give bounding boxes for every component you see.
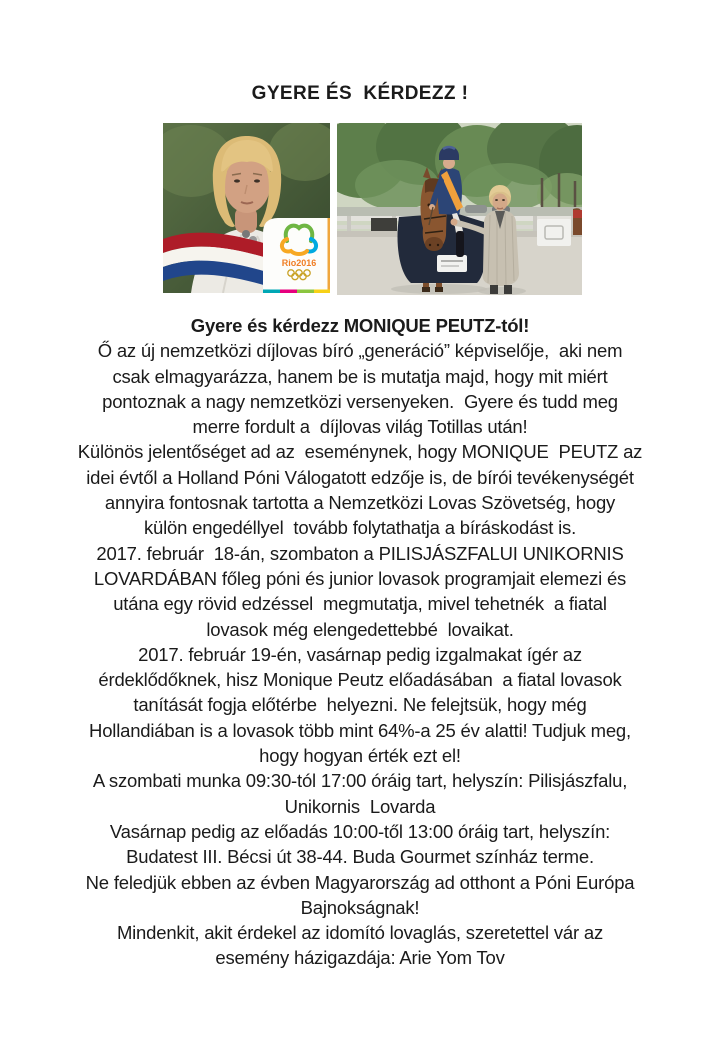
body-line: lovasok még elengedettebbé lovaikat.: [206, 618, 514, 640]
rio-2016-logo-text: Rio2016: [281, 258, 317, 268]
body-line: merre fordult a díjlovas világ Totillas után!: [192, 416, 528, 438]
body-line: utána egy rövid edzéssel megmutatja, mivel tehetnék a fiatal: [113, 593, 607, 615]
body-line: LOVARDÁBAN főleg póni és junior lovasok programjait elemezi és: [93, 567, 627, 589]
body-line: Hollandiában is a lovasok több mint 64%-a 25 év alatti! Tudjuk meg,: [89, 719, 631, 741]
body-line: Unikornis Lovarda: [284, 795, 436, 817]
body-line: Budatest III. Bécsi út 38-44. Buda Gourmet színház terme.: [126, 846, 594, 868]
subheading: Gyere és kérdezz MONIQUE PEUTZ-tól!: [190, 315, 530, 336]
pony-photo-illustration: [337, 123, 582, 295]
body-line: csak elmagyarázza, hanem be is mutatja majd, hogy mit miért: [112, 365, 608, 387]
body-text: [40, 313, 680, 971]
body-line: 2017. február 18-án, szombaton a PILISJÁSZFALUI UNIKORNIS: [96, 542, 624, 564]
rio-gold-border: [328, 218, 331, 293]
photo-pony-and-rider: [337, 123, 582, 295]
body-line: pontoznak a nagy nemzetközi versenyeken. Gyere és tudd meg: [102, 390, 618, 412]
page-title: GYERE ÉS KÉRDEZZ !: [251, 82, 469, 104]
body-line: Vasárnap pedig az előadás 10:00-től 13:00 óráig tart, helyszín:: [109, 820, 611, 842]
body-line: Ő az új nemzetközi díjlovas bíró „generáció” képviselője, aki nem: [97, 340, 623, 362]
body-line: idei évtől a Holland Póni Válogatott edzője is, de bírói tevékenységét: [86, 466, 634, 488]
body-line: hogy hogyan érték ezt el!: [259, 745, 461, 767]
portrait-photo-illustration: [163, 123, 330, 293]
body-line: Ne feledjük ebben az évben Magyarország ad otthont a Póni Európa: [85, 871, 635, 893]
photo-monique-portrait: [163, 123, 330, 293]
body-line: annyira fontosnak tartotta a Nemzetközi Lovas Szövetség, hogy: [104, 492, 616, 514]
body-line: külön engedéllyel tovább folytathatja a bíráskodást is.: [143, 517, 577, 539]
body-line: 2017. február 19-én, vasárnap pedig izgalmakat ígér az: [138, 643, 582, 665]
body-line: Bajnokságnak!: [300, 896, 420, 918]
photo-row: [163, 123, 582, 295]
body-line: Különös jelentőséget ad az eseménynek, hogy MONIQUE PEUTZ az: [77, 441, 643, 463]
body-line: esemény házigazdája: Arie Yom Tov: [215, 947, 505, 969]
body-line: Mindenkit, akit érdekel az idomító lovaglás, szeretettel vár az: [116, 922, 604, 944]
rio-multicolor-stripe: [263, 290, 330, 294]
body-line: érdeklődőknek, hisz Monique Peutz előadásában a fiatal lovasok: [98, 669, 622, 691]
body-line: tanítását fogja előtérbe helyezni. Ne felejtsük, hogy még: [133, 694, 587, 716]
body-line: A szombati munka 09:30-tól 17:00 óráig tart, helyszín: Pilisjászfalu,: [92, 770, 628, 792]
